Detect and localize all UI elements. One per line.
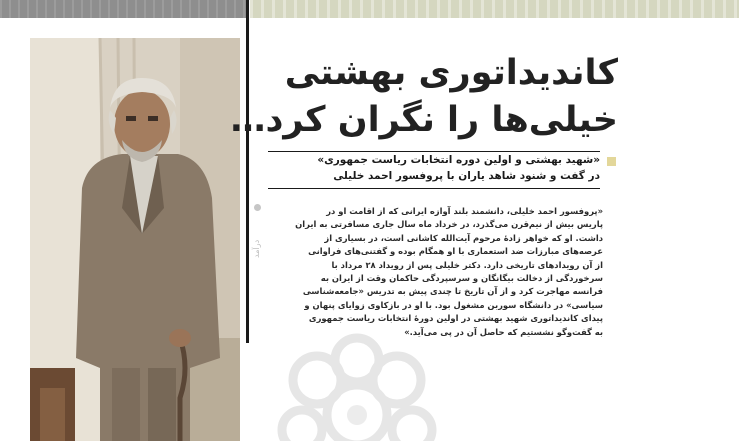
intro-line: داشت. او که خواهر زادهٔ مرحوم آیت‌الله کاشانی است، در بسیاری از bbox=[324, 232, 603, 243]
intro-line: سرخوردگی از دخالت بیگانگان و سرسپردگی حاکمان وقت از ایران به bbox=[320, 273, 603, 284]
intro-line: به گفت‌وگو نشستیم که حاصل آن در پی می‌آید.» bbox=[404, 326, 603, 337]
deck-line-2: در گفت و شنود شاهد یاران با پروفسور احمد خلیلی bbox=[333, 170, 600, 182]
top-band-left-pattern bbox=[0, 0, 247, 18]
article-title bbox=[230, 50, 618, 144]
article-intro bbox=[266, 205, 603, 339]
article-deck bbox=[268, 151, 600, 189]
intro-line: «پروفسور احمد خلیلی، دانشمند بلند آوازه ایرانی که از اقامت او در bbox=[326, 206, 603, 216]
portrait-illustration bbox=[30, 38, 240, 441]
portrait-photo bbox=[30, 38, 240, 441]
deck-line-1: «شهید بهشتی و اولین دوره انتخابات ریاست جمهوری» bbox=[317, 154, 600, 166]
side-caption: درآمد bbox=[252, 239, 261, 258]
intro-line: عرصه‌های مبارزات ضد استعماری با او همگام بوده و گفتنی‌های فراوانی bbox=[308, 246, 603, 257]
intro-line: از آن رویدادهای تاریخی دارد. دکتر خلیلی پس از رویداد ۲۸ مرداد با bbox=[331, 259, 603, 270]
column-divider bbox=[246, 0, 249, 343]
ornament-watermark bbox=[262, 320, 452, 441]
top-band-right-pattern bbox=[250, 0, 739, 18]
intro-line: پیدای کاندیداتوری شهید بهشتی در اولین دورهٔ انتخابات ریاست جمهوری bbox=[308, 313, 603, 324]
title-line-2: خیلی‌ها را نگران کرد… bbox=[230, 100, 618, 140]
deck-square-marker bbox=[607, 157, 616, 166]
intro-line: فرانسه مهاجرت کرد و از آن تاریخ تا چندی پیش به تدریس «جامعه‌شناسی bbox=[302, 286, 603, 297]
title-line-1: کاندیداتوری بهشتی bbox=[284, 53, 618, 93]
intro-line: سیاسی» در دانشگاه سوربن مشغول بود. با او در بازکاوی زوایای پنهان و bbox=[304, 299, 603, 310]
intro-line: پاریس بیش از نیم‌قرن می‌گذرد، در خرداد ماه سال جاری مسافرتی به ایران bbox=[295, 219, 603, 230]
